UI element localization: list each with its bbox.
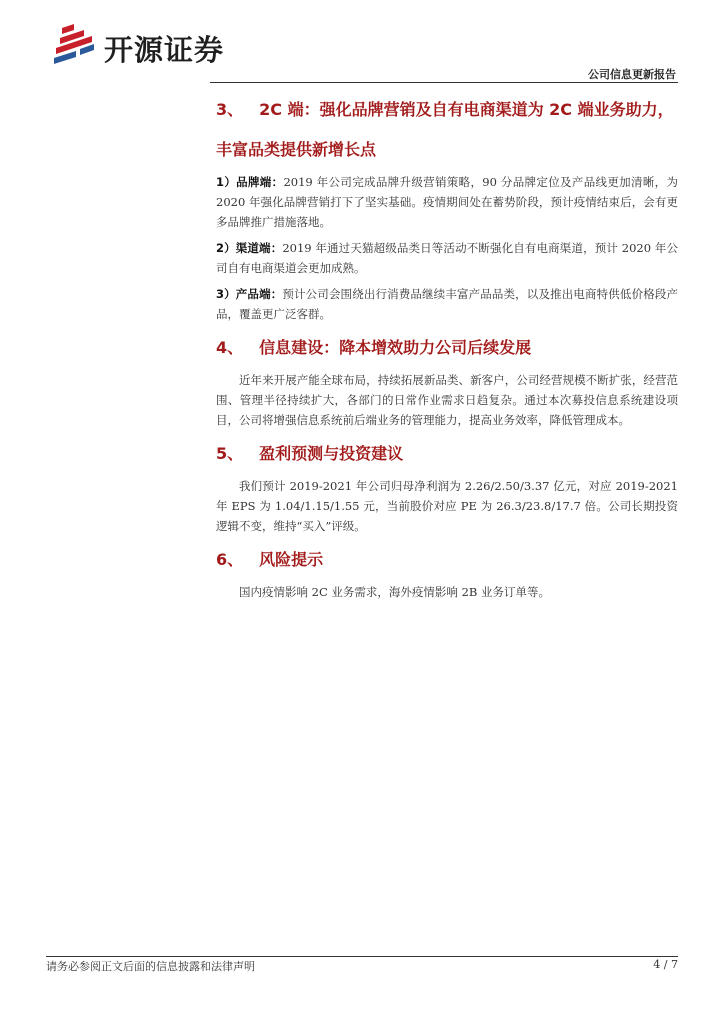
footer-divider	[46, 956, 678, 957]
section-4	[216, 330, 678, 430]
page-number: 4 / 7	[653, 958, 678, 971]
report-type-label: 公司信息更新报告	[588, 68, 676, 81]
section-5-body: 我们预计 2019-2021 年公司归母净利润为 2.26/2.50/3.37 亿元，对应 2019-2021 年 EPS 为 1.04/1.15/1.55 元，当前股价对应 PE 为 26.3/23.8/17.7 倍。公司长期投资逻辑不变，维持“买入”评级。	[216, 479, 678, 533]
section-6	[216, 542, 678, 602]
section-3-item-product: 3）产品端：预计公司会围绕出行消费品继续丰富产品品类，以及推出电商特供低价格段产品，覆盖更广泛客群。	[216, 287, 678, 321]
section-3-item-brand: 1）品牌端：2019 年公司完成品牌升级营销策略，90 分品牌定位及产品线更加清晰，为 2020 年强化品牌营销打下了坚实基础。疫情期间处在蓄势阶段，预计疫情结束后，会有更多品牌推广措施落地。	[216, 175, 678, 229]
section-3	[216, 92, 678, 324]
main-content	[216, 92, 678, 608]
section-5-title: 5、 盈利预测与投资建议	[216, 444, 404, 463]
section-6-title: 6、 风险提示	[216, 550, 324, 569]
section-4-title: 4、 信息建设：降本增效助力公司后续发展	[216, 338, 532, 357]
section-3-title-cont: 丰富品类提供新增长点	[216, 140, 377, 159]
logo-mark-icon	[40, 22, 100, 72]
section-5	[216, 436, 678, 536]
section-6-body: 国内疫情影响 2C 业务需求，海外疫情影响 2B 业务订单等。	[239, 585, 551, 599]
section-3-item-channel: 2）渠道端：2019 年通过天猫超级品类日等活动不断强化自有电商渠道，预计 2020 年公司自有电商渠道会更加成熟。	[216, 241, 678, 275]
header-divider	[210, 82, 678, 83]
footer-disclaimer: 请务必参阅正文后面的信息披露和法律声明	[46, 960, 255, 973]
brand-name: 开源证券	[104, 33, 225, 67]
company-logo	[40, 22, 270, 72]
section-4-body: 近年来开展产能全球布局，持续拓展新品类、新客户，公司经营规模不断扩张，经营范围、管理半径持续扩大，各部门的日常作业需求日趋复杂。通过本次募投信息系统建设项目，公司将增强信息系统前后端业务的管理能力，提高业务效率，降低管理成本。	[216, 373, 678, 427]
section-3-title: 3、 2C 端：强化品牌营销及自有电商渠道为 2C 端业务助力，	[216, 100, 674, 119]
